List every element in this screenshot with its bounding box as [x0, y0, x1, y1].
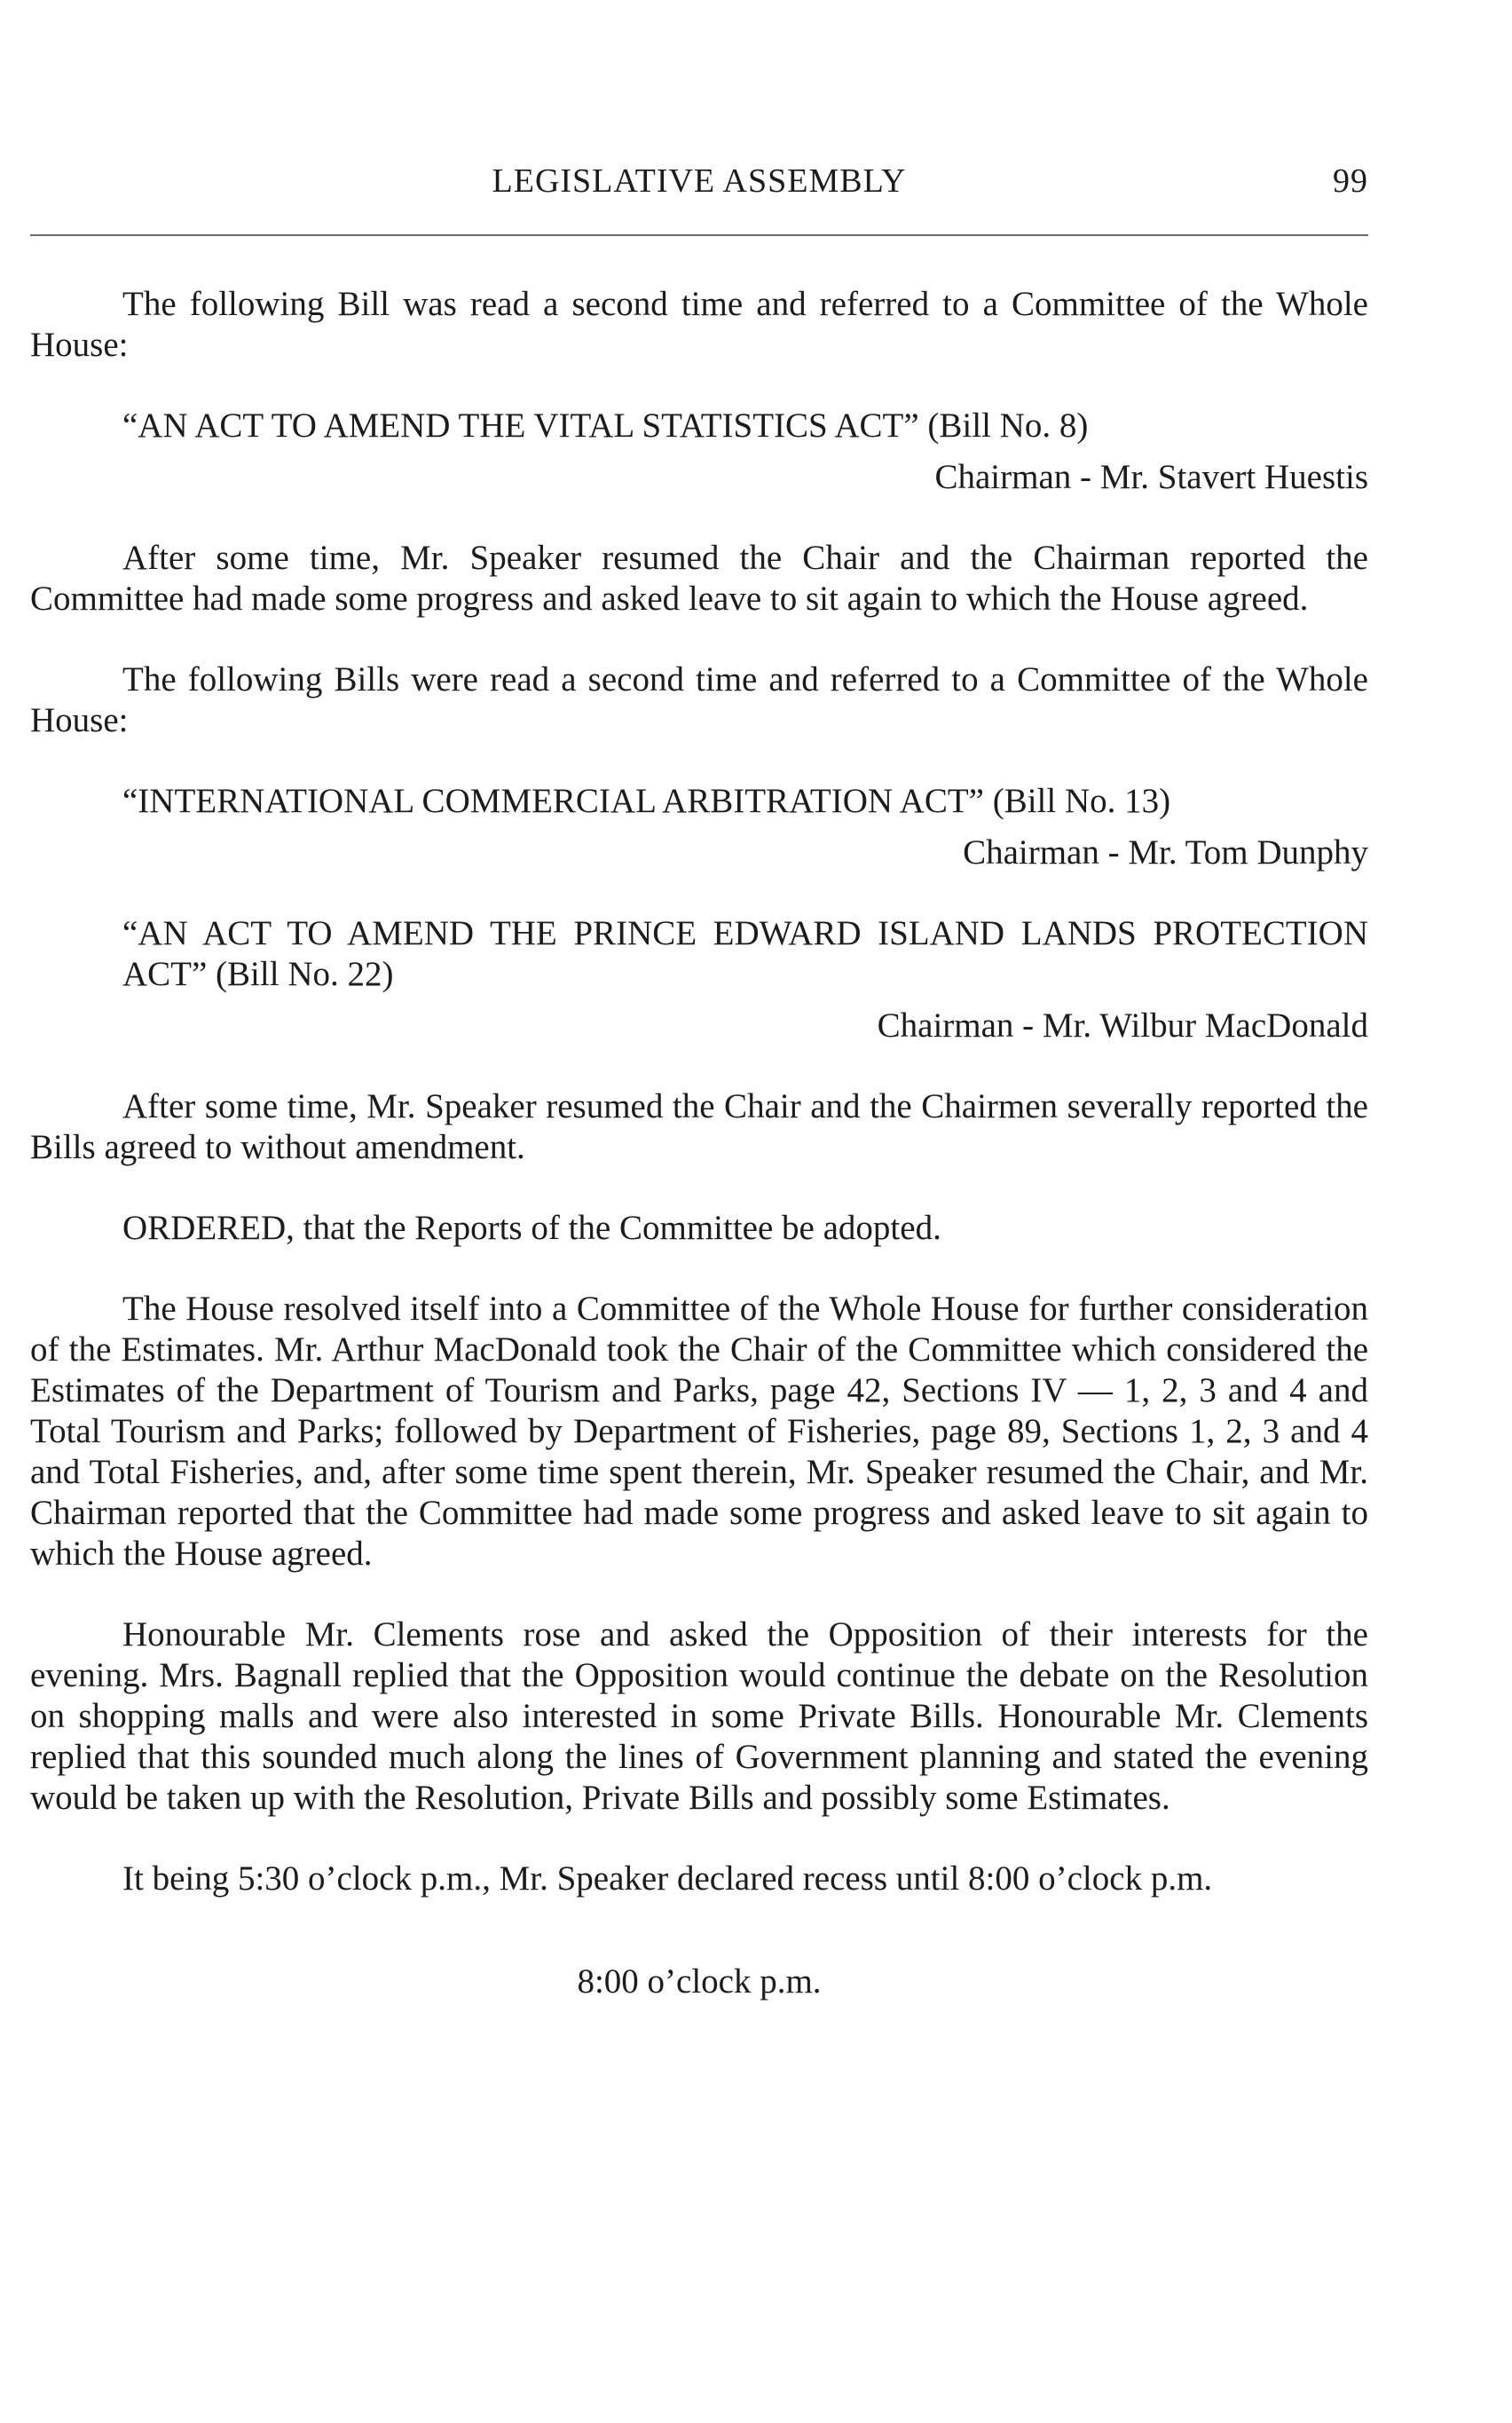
paragraph-progress-report: After some time, Mr. Speaker resumed the Chair and the Chairman reported the Committee had made some progress and asked leave to sit again to which the House agreed.	[30, 539, 1368, 618]
paragraph-recess: It being 5:30 o’clock p.m., Mr. Speaker declared recess until 8:00 o’clock p.m.	[122, 1859, 1213, 1898]
paragraph-bill-referral: The following Bill was read a second time and referred to a Committee of the Whole House:	[30, 285, 1368, 364]
chairman-line: Chairman - Mr. Tom Dunphy	[963, 833, 1368, 872]
paragraph-ordered: ORDERED, that the Reports of the Committee be adopted.	[122, 1209, 941, 1247]
page-number: 99	[1333, 162, 1368, 200]
bill-title-lands-protection: “AN ACT TO AMEND THE PRINCE EDWARD ISLAND LANDS PROTECTION ACT” (Bill No. 22)	[122, 914, 1368, 993]
time-heading: 8:00 o’clock p.m.	[577, 1962, 822, 2001]
document-body	[30, 284, 1368, 2002]
bill-title-arbitration: “INTERNATIONAL COMMERCIAL ARBITRATION ACT” (Bill No. 13)	[122, 782, 1171, 820]
paragraph-bills-referral: The following Bills were read a second time and referred to a Committee of the Whole House:	[30, 660, 1368, 739]
header-rule	[30, 234, 1368, 236]
paragraph-opposition-interests: Honourable Mr. Clements rose and asked the Opposition of their interests for the evening. Mrs. Bagnall replied that the Opposition would continue the debate on the Resolution on shopping malls and were also interested in some Private Bills. Honourable Mr. Clements replied that this sounded much along the lines of Government planning and stated the evening would be taken up with the Resolution, Private Bills and possibly some Estimates.	[30, 1615, 1368, 1817]
running-title: LEGISLATIVE ASSEMBLY	[492, 162, 907, 200]
chairman-line: Chairman - Mr. Wilbur MacDonald	[877, 1006, 1368, 1045]
bill-title-vital-statistics: “AN ACT TO AMEND THE VITAL STATISTICS ACT” (Bill No. 8)	[122, 406, 1089, 445]
page-header	[30, 162, 1368, 208]
paragraph-bills-agreed: After some time, Mr. Speaker resumed the Chair and the Chairmen severally reported the Bills agreed to without amendment.	[30, 1087, 1368, 1166]
chairman-line: Chairman - Mr. Stavert Huestis	[934, 458, 1368, 496]
paragraph-estimates: The House resolved itself into a Committee of the Whole House for further consideration of the Estimates. Mr. Arthur MacDonald took the Chair of the Committee which considered the Estimates of the Department of Tourism and Parks, page 42, Sections IV — 1, 2, 3 and 4 and Total Tourism and Parks; followed by Department of Fisheries, page 89, Sections 1, 2, 3 and 4 and Total Fisheries, and, after some time spent therein, Mr. Speaker resumed the Chair, and Mr. Chairman reported that the Committee had made some progress and asked leave to sit again to which the House agreed.	[30, 1290, 1368, 1573]
